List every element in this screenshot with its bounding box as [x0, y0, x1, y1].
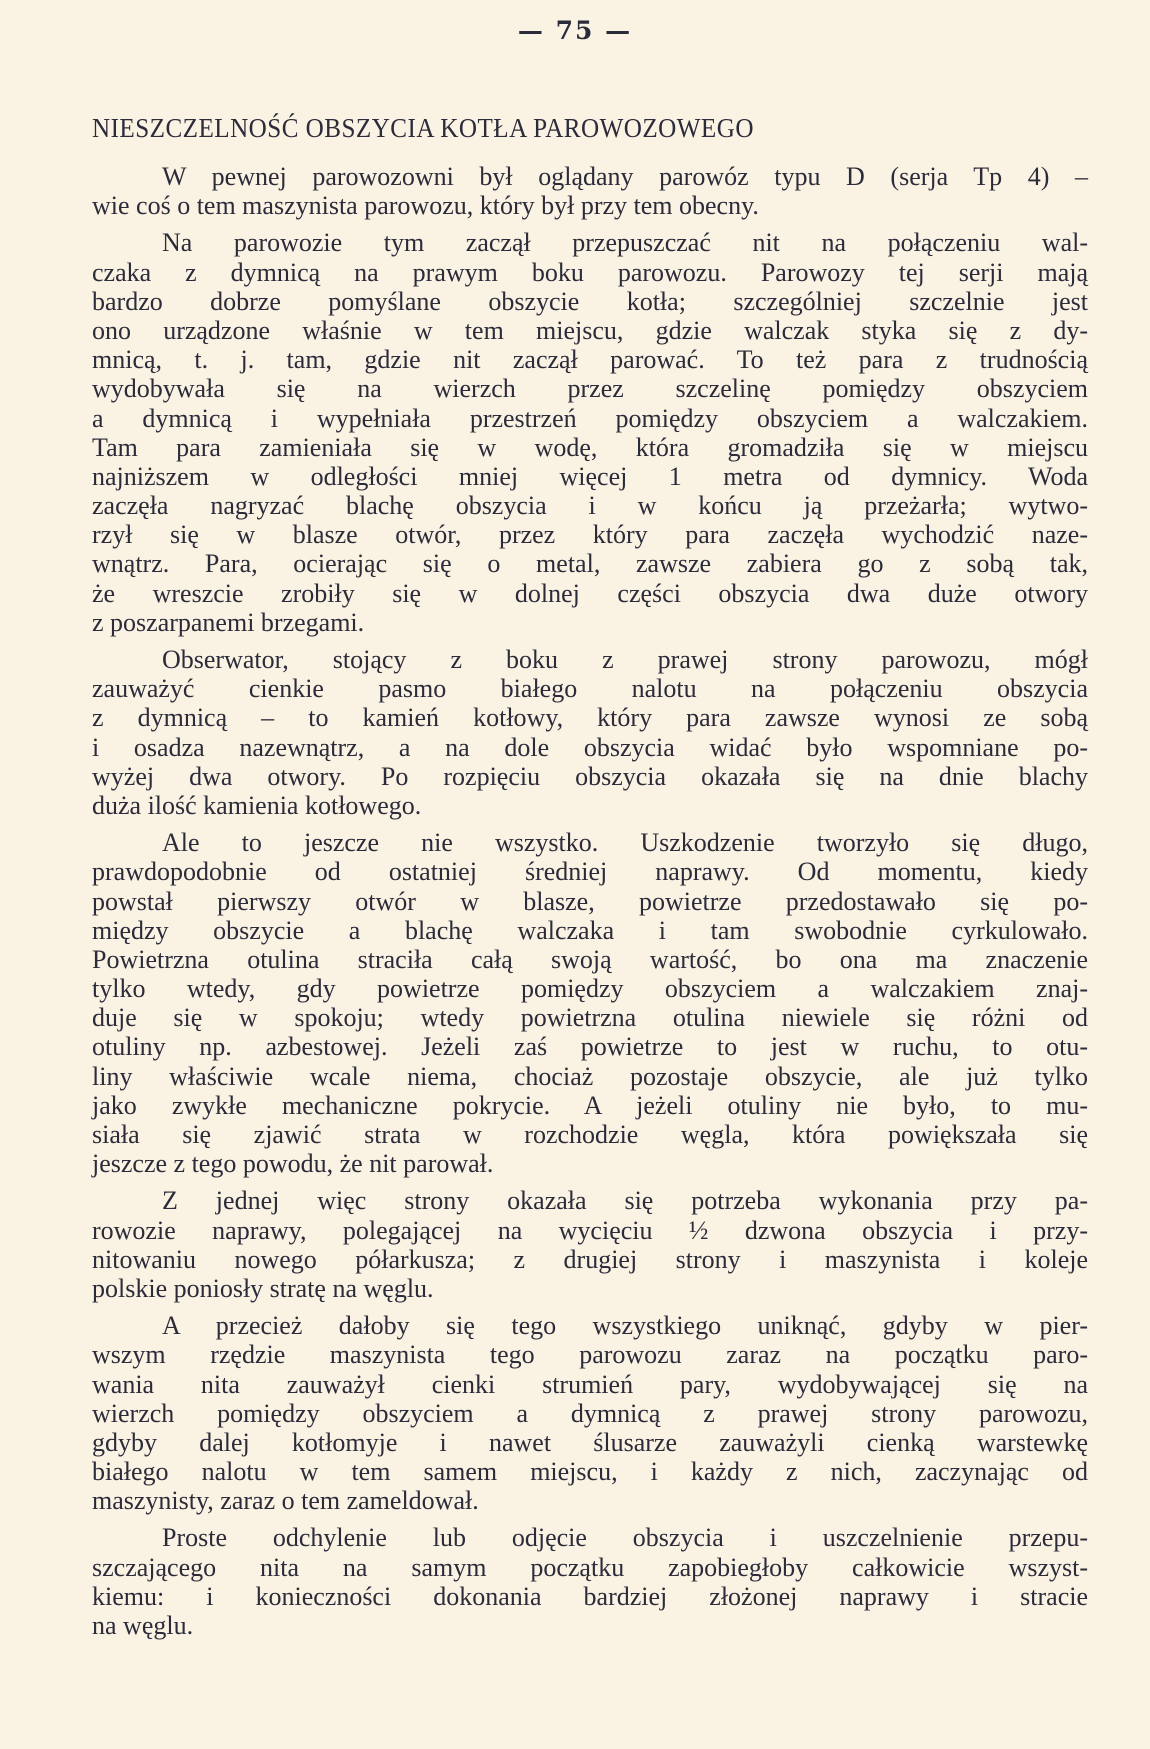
text-line: wnątrz. Para, ocierając się o metal, zawsze zabiera go z sobą tak, — [92, 549, 1088, 579]
text-line: i osadza nazewnątrz, a na dole obszycia widać było wspomniane po- — [92, 732, 1088, 762]
text-line: białego nalotu w tem samem miejscu, i każdy z nich, zaczynając od — [92, 1457, 1088, 1487]
text-line: szczającego nita na samym początku zapobiegłoby całkowicie wszyst- — [92, 1552, 1088, 1582]
text-line: mnicą, t. j. tam, gdzie nit zaczął parować. To też para z trudnością — [92, 345, 1088, 375]
text-line: otuliny np. azbestowej. Jeżeli zaś powietrze to jest w ruchu, to otu- — [92, 1032, 1088, 1062]
text-line: z dymnicą – to kamień kotłowy, który para zawsze wynosi ze sobą — [92, 703, 1088, 733]
text-line: maszynisty, zaraz o tem zameldował. — [92, 1486, 479, 1516]
paragraph — [92, 228, 1088, 637]
text-line: gdyby dalej kotłomyje i nawet ślusarze zauważyli cienką warstewkę — [92, 1427, 1088, 1457]
text-line: duje się w spokoju; wtedy powietrzna otulina niewiele się różni od — [92, 1003, 1088, 1033]
paragraph — [92, 1186, 1088, 1303]
text-line: że wreszcie zrobiły się w dolnej części obszycia dwa duże otwory — [92, 578, 1088, 608]
paragraph — [92, 828, 1088, 1178]
text-line: Powietrzna otulina straciła całą swoją wartość, bo ona ma znaczenie — [92, 944, 1088, 974]
text-line: najniższem w odległości mniej więcej 1 metra od dymnicy. Woda — [92, 461, 1088, 491]
text-line: czaka z dymnicą na prawym boku parowozu. Parowozy tej serji mają — [92, 257, 1088, 287]
text-line: na węglu. — [92, 1611, 194, 1640]
text-line: A przecież dałoby się tego wszystkiego uniknąć, gdyby w pier- — [162, 1311, 1088, 1341]
text-line: wyżej dwa otwory. Po rozpięciu obszycia okazała się na dnie blachy — [92, 761, 1088, 791]
text-line: Z jednej więc strony okazała się potrzeba wykonania przy pa- — [162, 1186, 1088, 1216]
text-line: a dymnicą i wypełniała przestrzeń pomiędzy obszyciem a walczakiem. — [92, 403, 1088, 433]
text-line: wania nita zauważył cienki strumień pary, wydobywającej się na — [92, 1369, 1088, 1399]
text-line: siała się zjawić strata w rozchodzie węgla, która powiększała się — [92, 1120, 1088, 1149]
text-line: duża ilość kamienia kotłowego. — [92, 790, 422, 820]
text-line: ono urządzone właśnie w tem miejscu, gdzie walczak styka się z dy- — [92, 315, 1088, 345]
text-line: tylko wtedy, gdy powietrze pomiędzy obszyciem a walczakiem znaj- — [92, 974, 1088, 1004]
page-title: NIESZCZELNOŚĆ OBSZYCIA KOTŁA PAROWOZOWEGO — [92, 113, 754, 143]
text-line: Obserwator, stojący z boku z prawej strony parowozu, mógł — [162, 645, 1088, 674]
text-line: jeszcze z tego powodu, że nit parował. — [92, 1149, 494, 1179]
text-line: Proste odchylenie lub odjęcie obszycia i uszczelnienie przepu- — [162, 1523, 1088, 1553]
text-line: Na parowozie tym zaczął przepuszczać nit na połączeniu wal- — [162, 228, 1088, 258]
text-line: z poszarpanemi brzegami. — [92, 607, 365, 637]
text-line: wierzch pomiędzy obszyciem a dymnicą z prawej strony parowozu, — [92, 1398, 1088, 1428]
text-line: polskie poniosły stratę na węglu. — [92, 1273, 434, 1303]
text-line: wie coś o tem maszynista parowozu, który był przy tem obecny. — [92, 191, 759, 221]
text-line: Tam para zamieniała się w wodę, która gromadziła się w miejscu — [92, 432, 1088, 462]
text-line: między obszycie a blachę walczaka i tam swobodnie cyrkulowało. — [92, 915, 1088, 945]
text-line: wszym rzędzie maszynista tego parowozu zaraz na początku paro- — [92, 1340, 1088, 1370]
text-line: powstał pierwszy otwór w blasze, powietrze przedostawało się po- — [92, 886, 1088, 916]
text-line: wydobywała się na wierzch przez szczelinę pomiędzy obszyciem — [92, 374, 1088, 404]
text-line: zaczęła nagryzać blachę obszycia i w końcu ją przeżarła; wytwo- — [92, 491, 1088, 521]
text-line: liny właściwie wcale niema, chociaż pozostaje obszycie, ale już tylko — [92, 1061, 1088, 1091]
paragraph — [92, 645, 1088, 820]
text-line: kiemu: i konieczności dokonania bardziej złożonej naprawy i stracie — [92, 1581, 1088, 1611]
text-line: jako zwykłe mechaniczne pokrycie. A jeżeli otuliny nie było, to mu- — [92, 1090, 1088, 1120]
text-line: Ale to jeszcze nie wszystko. Uszkodzenie tworzyło się długo, — [162, 828, 1088, 858]
text-line: prawdopodobnie od ostatniej średniej naprawy. Od momentu, kiedy — [92, 857, 1088, 887]
text-line: nitowaniu nowego półarkusza; z drugiej strony i maszynista i koleje — [92, 1244, 1088, 1274]
paragraph — [92, 1311, 1088, 1515]
text-line: W pewnej parowozowni był oglądany parowóz typu D (serja Tp 4) – — [162, 162, 1088, 191]
page-number: — 75 — — [517, 16, 633, 45]
text-line: rzył się w blasze otwór, przez który para zaczęła wychodzić naze- — [92, 520, 1088, 550]
article-body — [92, 162, 1088, 1648]
text-line: rowozie naprawy, polegającej na wycięciu ½ dzwona obszycia i przy- — [92, 1215, 1088, 1245]
paragraph — [92, 162, 1088, 220]
text-line: zauważyć cienkie pasmo białego nalotu na połączeniu obszycia — [92, 674, 1088, 704]
text-line: bardzo dobrze pomyślane obszycie kotła; szczególniej szczelnie jest — [92, 286, 1088, 316]
paragraph — [92, 1523, 1088, 1640]
